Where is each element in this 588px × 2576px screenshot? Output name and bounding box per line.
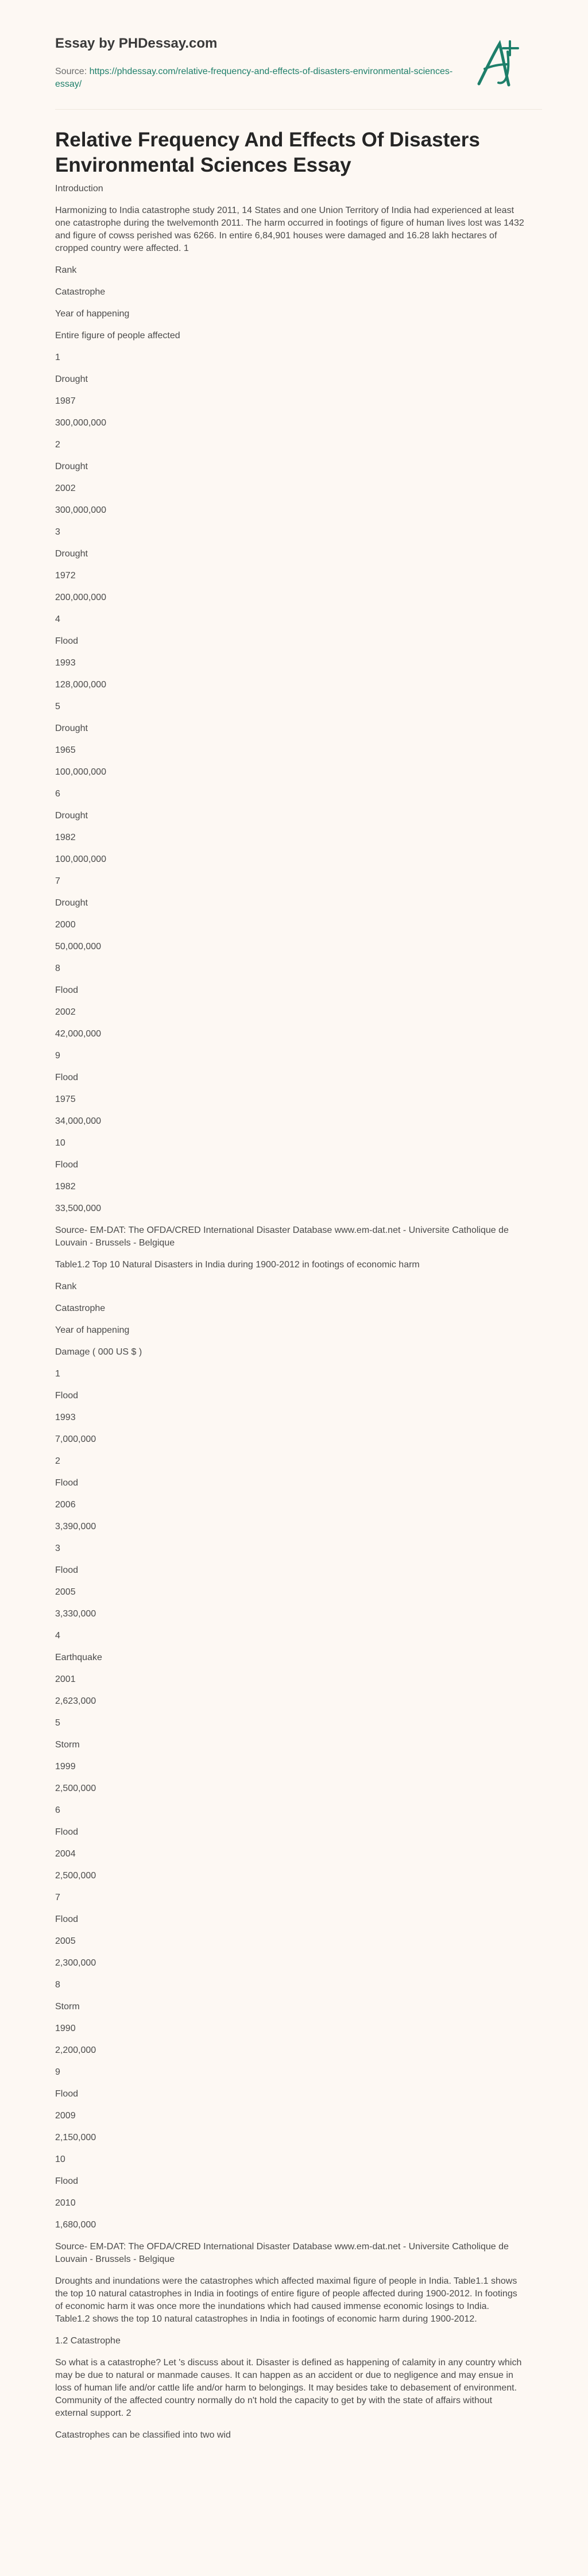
table1-row-cell: 1965	[55, 745, 76, 755]
essay-body	[55, 183, 526, 2451]
table1-source: Source- EM-DAT: The OFDA/CRED International Disaster Database www.em-dat.net - Universite Catholique de Louvain - Brussels - Belgique	[55, 1225, 509, 1248]
table1-row-cell: 34,000,000	[55, 1116, 102, 1126]
table2-row-cell: Storm	[55, 2002, 80, 2012]
table1-row-cell: Flood	[55, 1160, 79, 1170]
table2-caption: Table1.2 Top 10 Natural Disasters in India during 1900-2012 in footings of economic harm	[55, 1260, 420, 1270]
table1-row-cell: 3	[55, 527, 60, 537]
table2-row-cell: Flood	[55, 2089, 79, 2099]
table1-row-cell: Drought	[55, 549, 88, 559]
table2-row-cell: 9	[55, 2067, 60, 2077]
table1-row-cell: 2	[55, 440, 60, 450]
table2-row-cell: 2,300,000	[55, 1958, 96, 1968]
table1-block	[55, 264, 526, 1215]
table1-row-cell: Drought	[55, 898, 88, 908]
table2-header-cell: Catastrophe	[55, 1304, 106, 1313]
catastrophe-paragraph: So what is a catastrophe? Let 's discuss about it. Disaster is defined as happening of calamity in any country which may be due to natural or manmade causes. It can happen as an accident or due to negligence and may ensue in loss of human life and/or cattle life and/or harm to belongings. It may besides take to debasement of environment. Community of the affected country normally do n't hold the capacity to get by with the state of affairs without external support. 2	[55, 2358, 522, 2418]
table2-row-cell: Flood	[55, 1391, 79, 1401]
table2-row-cell: 2009	[55, 2111, 76, 2121]
table2-header-cell: Damage ( 000 US $ )	[55, 1347, 142, 1357]
table1-row-cell: 7	[55, 876, 60, 886]
table1-row-cell: 200,000,000	[55, 593, 106, 602]
table1-row-cell: Drought	[55, 374, 88, 384]
table2-row-cell: 2005	[55, 1587, 76, 1597]
table2-row-cell: 1990	[55, 2024, 76, 2033]
table1-row-cell: 2002	[55, 484, 76, 493]
intro-heading: Introduction	[55, 184, 103, 194]
table1-row-cell: 50,000,000	[55, 942, 102, 952]
essay-title: Relative Frequency And Effects Of Disasters Environmental Sciences Essay	[55, 129, 480, 176]
brand-title: Essay by PHDessay.com	[55, 36, 218, 51]
table2-row-cell: 2005	[55, 1936, 76, 1946]
table2-row-cell: 2001	[55, 1674, 76, 1684]
table1-row-cell: 1987	[55, 396, 76, 406]
table1-row-cell: 300,000,000	[55, 505, 106, 515]
a-plus-logo-icon	[473, 36, 528, 91]
table1-header-cell: Entire figure of people affected	[55, 331, 180, 341]
table1-header-cell: Rank	[55, 265, 77, 275]
table2-row-cell: Flood	[55, 2176, 79, 2186]
intro-paragraph: Harmonizing to India catastrophe study 2011, 14 States and one Union Territory of India had experienced at least one catastrophe during the twelvemonth 2011. The harm occurred in footings of figure of human lives lost was 1432 and figure of cowss perished was 6266. In entire 6,84,901 houses were damaged and 16.28 lakh hectares of cropped country were affected. 1	[55, 206, 524, 253]
table1-row-cell: Flood	[55, 636, 79, 646]
table1-header-cell: Year of happening	[55, 309, 130, 319]
table2-header-cell: Year of happening	[55, 1325, 130, 1335]
header-divider	[55, 109, 542, 110]
table1-row-cell: Drought	[55, 462, 88, 471]
table2-header-cell: Rank	[55, 1282, 77, 1291]
table1-row-cell: 1975	[55, 1094, 76, 1104]
table1-row-cell: 8	[55, 964, 60, 973]
table2-row-cell: 2,623,000	[55, 1696, 96, 1706]
table2-row-cell: 1,680,000	[55, 2220, 96, 2230]
table1-row-cell: Flood	[55, 985, 79, 995]
table2-block	[55, 1281, 526, 2231]
table2-row-cell: 2	[55, 1456, 60, 1466]
table1-row-cell: 128,000,000	[55, 680, 106, 690]
table2-row-cell: 2004	[55, 1849, 76, 1859]
table2-row-cell: Flood	[55, 1478, 79, 1488]
table2-row-cell: 4	[55, 1631, 60, 1641]
table1-row-cell: 100,000,000	[55, 767, 106, 777]
table2-row-cell: 5	[55, 1718, 60, 1728]
table2-row-cell: 1	[55, 1369, 60, 1379]
table1-row-cell: 10	[55, 1138, 65, 1148]
table2-row-cell: 8	[55, 1980, 60, 1990]
table1-row-cell: 1982	[55, 833, 76, 842]
table2-source: Source- EM-DAT: The OFDA/CRED International Disaster Database www.em-dat.net - Universite Catholique de Louvain - Brussels - Belgique	[55, 2242, 509, 2264]
table2-row-cell: Storm	[55, 1740, 80, 1750]
table2-row-cell: 6	[55, 1805, 60, 1815]
table1-row-cell: 1	[55, 353, 60, 362]
table1-row-cell: 1972	[55, 571, 76, 581]
table1-row-cell: 4	[55, 614, 60, 624]
table1-row-cell: 2000	[55, 920, 76, 930]
table2-row-cell: 1993	[55, 1413, 76, 1422]
table2-row-cell: 2,150,000	[55, 2133, 96, 2142]
table2-row-cell: Earthquake	[55, 1653, 102, 1662]
table1-row-cell: 100,000,000	[55, 854, 106, 864]
table2-row-cell: 3,330,000	[55, 1609, 96, 1619]
table1-row-cell: 1993	[55, 658, 76, 668]
table1-row-cell: 33,500,000	[55, 1204, 102, 1213]
table1-row-cell: Drought	[55, 811, 88, 821]
table2-row-cell: 3	[55, 1544, 60, 1553]
table2-row-cell: 1999	[55, 1762, 76, 1772]
table1-row-cell: 6	[55, 789, 60, 799]
table2-row-cell: 2010	[55, 2198, 76, 2208]
table2-row-cell: Flood	[55, 1827, 79, 1837]
final-line: Catastrophes can be classified into two wid	[55, 2430, 231, 2440]
table2-row-cell: 2006	[55, 1500, 76, 1510]
table1-header-cell: Catastrophe	[55, 287, 106, 297]
table2-row-cell: 7,000,000	[55, 1434, 96, 1444]
table1-row-cell: 2002	[55, 1007, 76, 1017]
table1-row-cell: 5	[55, 702, 60, 711]
table1-row-cell: 300,000,000	[55, 418, 106, 428]
table1-row-cell: Drought	[55, 724, 88, 733]
source-line	[55, 65, 457, 91]
table2-row-cell: 3,390,000	[55, 1522, 96, 1531]
source-label: Source:	[55, 67, 90, 76]
table2-row-cell: 2,500,000	[55, 1871, 96, 1881]
source-url-link[interactable]: https://phdessay.com/relative-frequency-and-effects-of-disasters-environmental-sciences-essay/	[55, 67, 453, 89]
table1-row-cell: 9	[55, 1051, 60, 1061]
table1-row-cell: 1982	[55, 1182, 76, 1192]
section-heading: 1.2 Catastrophe	[55, 2336, 121, 2346]
table2-row-cell: 2,500,000	[55, 1784, 96, 1793]
table1-row-cell: Flood	[55, 1073, 79, 1082]
table2-row-cell: 2,200,000	[55, 2045, 96, 2055]
table2-row-cell: Flood	[55, 1914, 79, 1924]
summary-paragraph: Droughts and inundations were the catastrophes which affected maximal figure of people in India. Table1.1 shows the top 10 natural catastrophes in India in footings of entire figure of people affected during 1900-2012. In footings of economic harm it was once more the inundations which had caused immense economic losings to India. Table1.2 shows the top 10 natural catastrophes in India in footings of economic harm during 1900-2012.	[55, 2276, 517, 2324]
table2-row-cell: 7	[55, 1893, 60, 1902]
table2-row-cell: 10	[55, 2155, 65, 2164]
table1-row-cell: 42,000,000	[55, 1029, 102, 1039]
table2-row-cell: Flood	[55, 1565, 79, 1575]
